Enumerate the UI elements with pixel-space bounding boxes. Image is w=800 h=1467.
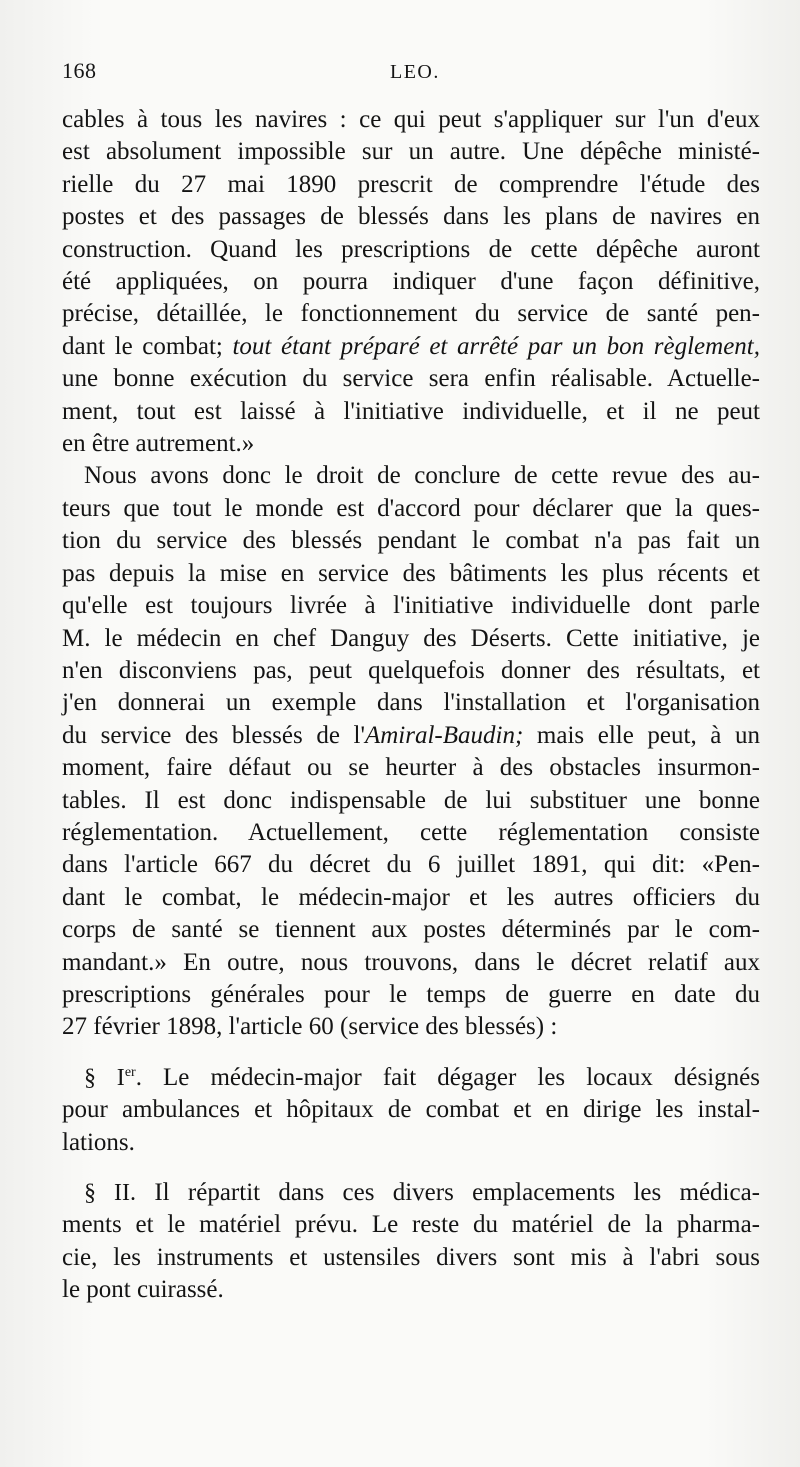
text-line: dans l'article 667 du décret du 6 juillet 1891, qui dit: «Pen-	[62, 851, 760, 879]
section-mark: § I	[84, 1064, 125, 1091]
text-line: ment, tout est laissé à l'initiative individuelle, et il ne peut	[62, 397, 760, 425]
text-segment: . Le médecin-major fait dégager les locaux désignés	[135, 1063, 760, 1091]
page-header	[62, 52, 760, 92]
text-segment: du service des blessés de l'	[62, 721, 365, 749]
text-line: mandant.» En outre, nous trouvons, dans le décret relatif aux	[62, 948, 760, 976]
text-line: Nous avons donc le droit de conclure de cette revue des au-	[84, 462, 760, 490]
text-line: réglementation. Actuellement, cette réglementation consiste	[62, 818, 760, 846]
text-line: postes et des passages de blessés dans les plans de navires en	[62, 203, 760, 231]
text-line: 27 février 1898, l'article 60 (service des blessés) :	[62, 1013, 558, 1041]
text-line: cie, les instruments et ustensiles divers sont mis à l'abri sous	[62, 1243, 760, 1271]
text-line: qu'elle est toujours livrée à l'initiative individuelle dont parle	[62, 592, 760, 620]
body-text	[62, 104, 760, 1307]
italic-phrase: tout étant préparé et arrêté par un bon règlement,	[232, 332, 760, 360]
text-line: teurs que tout le monde est d'accord pour déclarer que la ques-	[62, 494, 760, 522]
text-line: j'en donnerai un exemple dans l'installation et l'organisation	[62, 689, 760, 717]
text-line: une bonne exécution du service sera enfin réalisable. Actuelle-	[62, 365, 760, 393]
spacer	[62, 1044, 760, 1062]
text-segment: dant le combat;	[62, 332, 223, 360]
text-line: le pont cuirassé.	[62, 1276, 224, 1304]
text-line: rielle du 27 mai 1890 prescrit de comprendre l'étude des	[62, 170, 760, 198]
text-line: construction. Quand les prescriptions de cette dépêche auront	[62, 235, 760, 263]
text-line: tion du service des blessés pendant le combat n'a pas fait un	[62, 527, 760, 555]
text-line: M. le médecin en chef Danguy des Déserts. Cette initiative, je	[62, 624, 760, 652]
superscript: er	[124, 1064, 136, 1080]
spacer	[62, 1159, 760, 1177]
text-line: pour ambulances et hôpitaux de combat et en dirige les instal-	[62, 1096, 760, 1124]
paragraph-2	[62, 460, 760, 1043]
text-line: précise, détaillée, le fonctionnement du service de santé pen-	[62, 300, 760, 328]
text-line-mixed	[62, 331, 760, 363]
section-mark: § II.	[84, 1180, 137, 1206]
text-line: n'en disconviens pas, peut quelquefois donner des résultats, et	[62, 656, 760, 684]
text-line: été appliquées, on pourra indiquer d'une façon définitive,	[62, 268, 760, 296]
text-line: ments et le matériel prévu. Le reste du matériel de la pharma-	[62, 1211, 760, 1239]
paragraph-section-2	[62, 1177, 760, 1307]
text-line: tables. Il est donc indispensable de lui substituer une bonne	[62, 786, 760, 814]
text-line: cables à tous les navires : ce qui peut s'appliquer sur l'un d'eux	[62, 106, 760, 133]
paragraph-section-1	[62, 1062, 760, 1159]
text-line-mixed	[62, 1062, 760, 1094]
running-head: LEO.	[390, 61, 440, 83]
text-segment: Il répartit dans ces divers emplacements les médica-	[136, 1179, 760, 1206]
paragraph-1	[62, 104, 760, 460]
text-line-mixed	[62, 720, 760, 752]
ship-name: Amiral-Baudin;	[364, 721, 524, 749]
page-number: 168	[62, 58, 97, 83]
text-line: pas depuis la mise en service des bâtiments les plus récents et	[62, 559, 760, 587]
text-line: lations.	[62, 1128, 135, 1156]
text-line: moment, faire défaut ou se heurter à des obstacles insurmon-	[62, 754, 760, 782]
text-segment: mais elle peut, à un	[523, 721, 760, 749]
text-line-mixed	[62, 1177, 760, 1209]
text-line: en être autrement.»	[62, 430, 255, 458]
text-line: corps de santé se tiennent aux postes déterminés par le com-	[62, 916, 760, 944]
text-line: dant le combat, le médecin-major et les autres officiers du	[62, 883, 760, 911]
text-line: est absolument impossible sur un autre. Une dépêche ministé-	[62, 138, 760, 166]
text-line: prescriptions générales pour le temps de guerre en date du	[62, 980, 760, 1008]
